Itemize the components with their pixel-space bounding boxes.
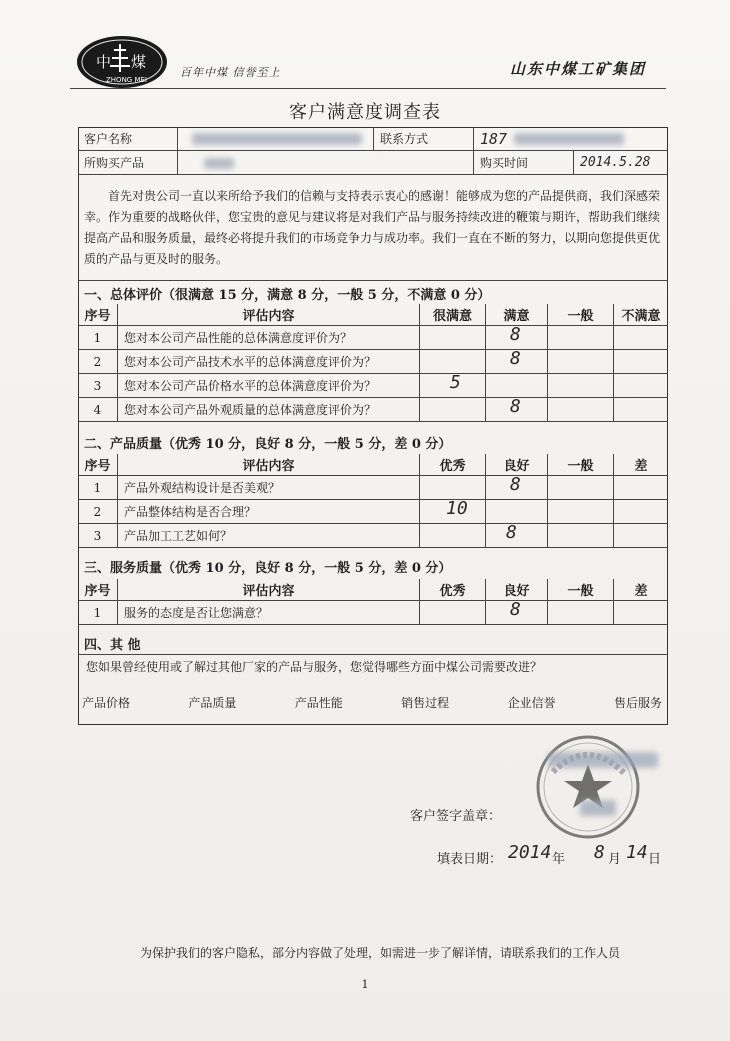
section3-row-0-rating-cell-4[interactable]: [548, 601, 614, 625]
section1-row-1-rating-cell-2[interactable]: [420, 350, 486, 374]
section1-row-2-score: 5: [450, 372, 461, 393]
section1-row-1-score: 8: [510, 348, 521, 369]
section1-row-3-rating-cell-5[interactable]: [614, 398, 668, 422]
section1-header-5: 不满意: [614, 304, 668, 326]
svg-text:煤: 煤: [131, 53, 147, 71]
option-sales[interactable]: 销售过程: [401, 696, 450, 710]
section2-row-1-content: 产品整体结构是否合理？: [118, 500, 420, 524]
redacted-phone: [514, 133, 624, 145]
month-unit: 月: [608, 852, 622, 867]
section1-heading: 一、总体评价（很满意 15 分，满意 8 分，一般 5 分，不满意 0 分）: [84, 288, 491, 303]
section3-header-5: 差: [614, 579, 668, 601]
section3-heading: 三、服务质量（优秀 10 分，良好 8 分，一般 5 分，差 0 分）: [84, 561, 452, 576]
section1-row-0-content: 您对本公司产品性能的总体满意度评价为？: [118, 326, 420, 350]
document-title: 客户满意度调查表: [289, 102, 441, 123]
section1-row-0-no: 1: [78, 326, 118, 350]
section2-row-0-content: 产品外观结构设计是否美观？: [118, 476, 420, 500]
svg-text:中: 中: [96, 53, 112, 71]
section2-row-2-rating-cell-4[interactable]: [548, 524, 614, 548]
option-reputation[interactable]: 企业信誉: [507, 696, 556, 710]
section1-row-2-rating-cell-5[interactable]: [614, 374, 668, 398]
section2-row-1-rating-cell-5[interactable]: [614, 500, 668, 524]
product-field[interactable]: [178, 151, 474, 175]
svg-text:ZHONG MEI: ZHONG MEI: [106, 76, 147, 84]
section3-header-0: 序号: [78, 579, 118, 601]
section1-row-3-rating-cell-4[interactable]: [548, 398, 614, 422]
section1-row-0-rating-cell-2[interactable]: [420, 326, 486, 350]
fill-date-month: 8: [594, 842, 605, 863]
day-unit: 日: [648, 852, 662, 867]
redacted-name: [192, 133, 362, 145]
customer-name-label: 客户名称: [78, 127, 178, 151]
header-divider: [70, 88, 666, 89]
section2-header-2: 优秀: [420, 454, 486, 476]
section3-header-3: 良好: [486, 579, 548, 601]
section3-header-2: 优秀: [420, 579, 486, 601]
section2-row-2-score: 8: [506, 522, 517, 543]
purchase-time-field[interactable]: [574, 151, 668, 175]
section1-row-2-rating-cell-4[interactable]: [548, 374, 614, 398]
section1-row-1-no: 2: [78, 350, 118, 374]
section1-row-0-rating-cell-5[interactable]: [614, 326, 668, 350]
section1-header-1: 评估内容: [118, 304, 420, 326]
section4-question: 您如果曾经使用或了解过其他厂家的产品与服务，您觉得哪些方面中煤公司需要改进？: [86, 660, 543, 674]
section3-row-0-score: 8: [510, 599, 521, 620]
section2-header-4: 一般: [548, 454, 614, 476]
company-logo: [76, 34, 168, 90]
section1-row-3-no: 4: [78, 398, 118, 422]
section2-row-2-no: 3: [78, 524, 118, 548]
fill-date-year: 2014: [508, 842, 552, 863]
privacy-note: 为保护我们的客户隐私，部分内容做了处理，如需进一步了解详情，请联系我们的工作人员: [140, 946, 621, 960]
option-performance[interactable]: 产品性能: [294, 696, 343, 710]
section2-row-2-content: 产品加工工艺如何？: [118, 524, 420, 548]
section2-row-1-score: 10: [446, 498, 468, 519]
section3-header-4: 一般: [548, 579, 614, 601]
section1-row-3-score: 8: [510, 396, 521, 417]
section2-row-2-rating-cell-2[interactable]: [420, 524, 486, 548]
section1-row-1-content: 您对本公司产品技术水平的总体满意度评价为？: [118, 350, 420, 374]
section4-divider: [78, 654, 668, 655]
section2-header-0: 序号: [78, 454, 118, 476]
section2-header-3: 良好: [486, 454, 548, 476]
contact-label: 联系方式: [374, 127, 474, 151]
section3-header-1: 评估内容: [118, 579, 420, 601]
signature-label: 客户签字盖章：: [410, 809, 502, 824]
section2-header-5: 差: [614, 454, 668, 476]
section1-row-1-rating-cell-5[interactable]: [614, 350, 668, 374]
section2-header-1: 评估内容: [118, 454, 420, 476]
section1-row-2-content: 您对本公司产品价格水平的总体满意度评价为？: [118, 374, 420, 398]
improvement-options: [82, 694, 662, 711]
purchase-time-value: 2014.5.28: [580, 155, 651, 170]
section1-header-0: 序号: [78, 304, 118, 326]
fill-date-label: 填表日期：: [437, 852, 503, 867]
section2-row-2-rating-cell-3[interactable]: [486, 524, 548, 548]
section3-row-0-rating-cell-5[interactable]: [614, 601, 668, 625]
redacted-signature: [548, 752, 658, 768]
section1-header-2: 很满意: [420, 304, 486, 326]
year-unit: 年: [552, 852, 566, 867]
section3-row-0-no: 1: [78, 601, 118, 625]
section1-header-4: 一般: [548, 304, 614, 326]
section2-row-1-no: 2: [78, 500, 118, 524]
company-name: 山东中煤工矿集团: [510, 60, 647, 78]
company-seal: [533, 732, 643, 842]
section2-heading: 二、产品质量（优秀 10 分，良好 8 分，一般 5 分，差 0 分）: [84, 437, 452, 452]
purchase-time-label: 购买时间: [474, 151, 574, 175]
slogan: 百年中煤 信誉至上: [180, 66, 281, 79]
section1-divider: [78, 280, 668, 281]
customer-name-field[interactable]: [178, 127, 374, 151]
section2-row-0-rating-cell-4[interactable]: [548, 476, 614, 500]
option-quality[interactable]: 产品质量: [188, 696, 237, 710]
section2-row-0-rating-cell-2[interactable]: [420, 476, 486, 500]
section3-row-0-rating-cell-2[interactable]: [420, 601, 486, 625]
section2-row-1-rating-cell-4[interactable]: [548, 500, 614, 524]
fill-date-day: 14: [626, 842, 648, 863]
intro-paragraph: 首先对贵公司一直以来所给予我们的信赖与支持表示衷心的感谢！能够成为您的产品提供商，我们深感荣幸。作为重要的战略伙伴，您宝贵的意见与建议将是对我们产品与服务持续改进的鞭策与期许，帮助我们继续提高产品和服务质量，最终必将提升我们的市场竞争力与成功率。我们一直在不断的努力，以期向您提供更优质的产品与更及时的服务。: [84, 189, 661, 266]
section1-row-3-content: 您对本公司产品外观质量的总体满意度评价为？: [118, 398, 420, 422]
page-number: 1: [361, 978, 369, 991]
section1-row-2-no: 3: [78, 374, 118, 398]
section2-row-0-no: 1: [78, 476, 118, 500]
contact-field[interactable]: [474, 127, 668, 151]
product-label: 所购买产品: [78, 151, 178, 175]
section1-row-0-score: 8: [510, 324, 521, 345]
section3-row-0-content: 服务的态度是否让您满意？: [118, 601, 420, 625]
section1-row-0-rating-cell-4[interactable]: [548, 326, 614, 350]
section4-heading: 四、其 他: [84, 638, 141, 653]
option-after-sales[interactable]: 售后服务: [613, 696, 662, 710]
section2-row-0-score: 8: [510, 474, 521, 495]
section2-row-0-rating-cell-5[interactable]: [614, 476, 668, 500]
contact-value: 187: [480, 129, 508, 148]
redacted-seal-text: [580, 800, 616, 816]
section2-row-2-rating-cell-5[interactable]: [614, 524, 668, 548]
redacted-product: [204, 158, 234, 169]
section2-row-1-rating-cell-3[interactable]: [486, 500, 548, 524]
option-price[interactable]: 产品价格: [82, 696, 131, 710]
section1-row-1-rating-cell-4[interactable]: [548, 350, 614, 374]
section1-row-3-rating-cell-2[interactable]: [420, 398, 486, 422]
section1-header-3: 满意: [486, 304, 548, 326]
section1-row-2-rating-cell-3[interactable]: [486, 374, 548, 398]
